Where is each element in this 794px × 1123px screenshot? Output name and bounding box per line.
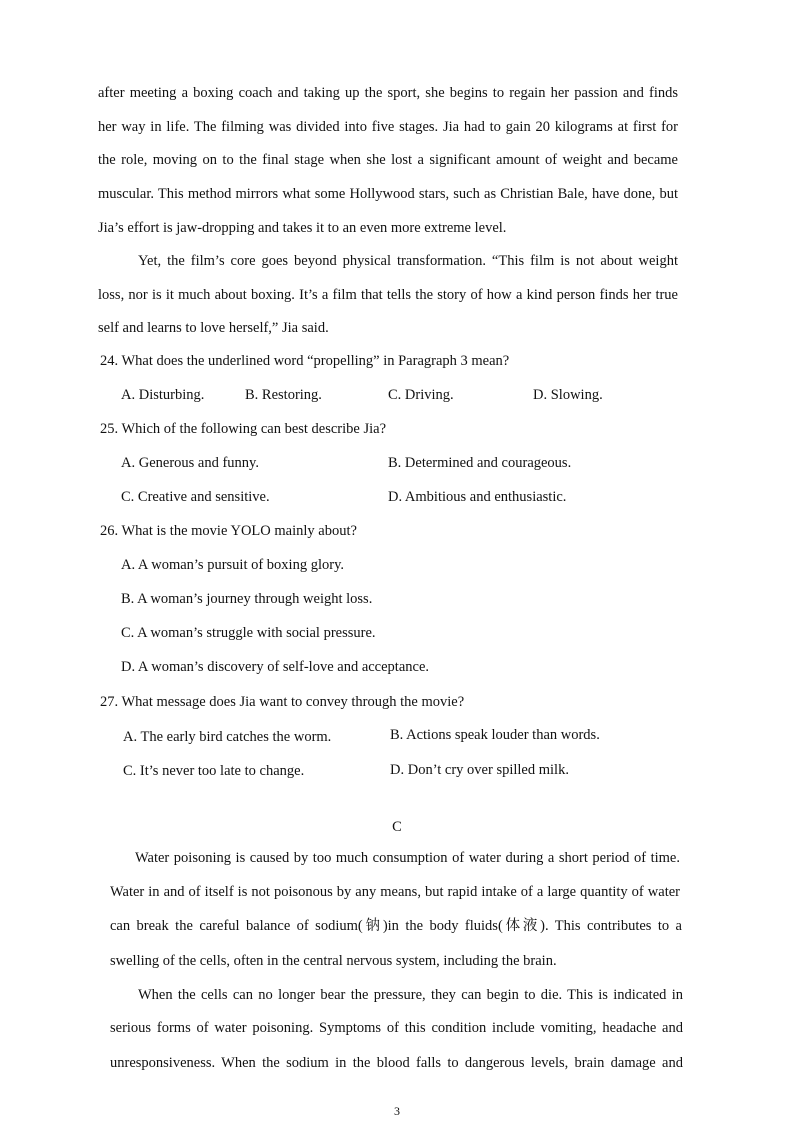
question-27-stem: 27. What message does Jia want to convey through the movie? [100,694,465,710]
question-27-option-a[interactable]: A. The early bird catches the worm. [123,729,332,745]
question-26-option-c[interactable]: C. A woman’s struggle with social pressure. [121,625,376,641]
section-c-p1-line: Water poisoning is caused by too much consumption of water during a short period of time. [135,850,680,866]
section-c-p2-line: unresponsiveness. When the sodium in the blood falls to dangerous levels, brain damage and [110,1055,683,1071]
section-c-heading: C [392,819,402,835]
question-25-option-b[interactable]: B. Determined and courageous. [388,455,572,471]
question-27-option-d[interactable]: D. Don’t cry over spilled milk. [390,762,569,778]
question-24-option-c[interactable]: C. Driving. [388,387,454,403]
passage-b-p1-line: the role, moving on to the final stage when she lost a significant amount of weight and became [98,152,678,168]
section-c-p1-line: can break the careful balance of sodium(钠)in the body fluids(体液). This contributes to a [110,918,682,934]
question-24-stem: 24. What does the underlined word “propelling” in Paragraph 3 mean? [100,353,510,369]
passage-b-p2-line: self and learns to love herself,” Jia said. [98,320,329,336]
question-26-option-a[interactable]: A. A woman’s pursuit of boxing glory. [121,557,345,573]
question-24-option-a[interactable]: A. Disturbing. [121,387,205,403]
question-26-option-b[interactable]: B. A woman’s journey through weight loss. [121,591,373,607]
question-25-option-a[interactable]: A. Generous and funny. [121,455,259,471]
section-c-p1-line: swelling of the cells, often in the central nervous system, including the brain. [110,953,557,969]
question-26-option-d[interactable]: D. A woman’s discovery of self-love and acceptance. [121,659,430,675]
question-27-option-c[interactable]: C. It’s never too late to change. [123,763,305,779]
question-25-stem: 25. Which of the following can best describe Jia? [100,421,387,437]
question-25-option-c[interactable]: C. Creative and sensitive. [121,489,270,505]
section-c-p2-line: serious forms of water poisoning. Symptoms of this condition include vomiting, headache and [110,1020,683,1036]
question-26-stem: 26. What is the movie YOLO mainly about? [100,523,357,539]
passage-b-p1-line: after meeting a boxing coach and taking up the sport, she begins to regain her passion and finds [98,85,678,101]
question-24-option-d[interactable]: D. Slowing. [533,387,603,403]
page-number: 3 [394,1104,400,1118]
passage-b-p1-line: muscular. This method mirrors what some Hollywood stars, such as Christian Bale, have done, but [98,186,678,202]
question-25-option-d[interactable]: D. Ambitious and enthusiastic. [388,489,567,505]
question-24-option-b[interactable]: B. Restoring. [245,387,322,403]
passage-b-p1-line: her way in life. The filming was divided into five stages. Jia had to gain 20 kilograms at first for [98,119,678,135]
passage-b-p2-line: loss, nor is it much about boxing. It’s a film that tells the story of how a kind person finds her true [98,287,678,303]
question-27-option-b[interactable]: B. Actions speak louder than words. [390,727,600,743]
section-c-p2-line: When the cells can no longer bear the pressure, they can begin to die. This is indicated in [138,987,683,1003]
passage-b-p1-line: Jia’s effort is jaw-dropping and takes it to an even more extreme level. [98,220,507,236]
section-c-p1-line: Water in and of itself is not poisonous by any means, but rapid intake of a large quantity of water [110,884,680,900]
passage-b-p2-line: Yet, the film’s core goes beyond physical transformation. “This film is not about weight [138,253,678,269]
